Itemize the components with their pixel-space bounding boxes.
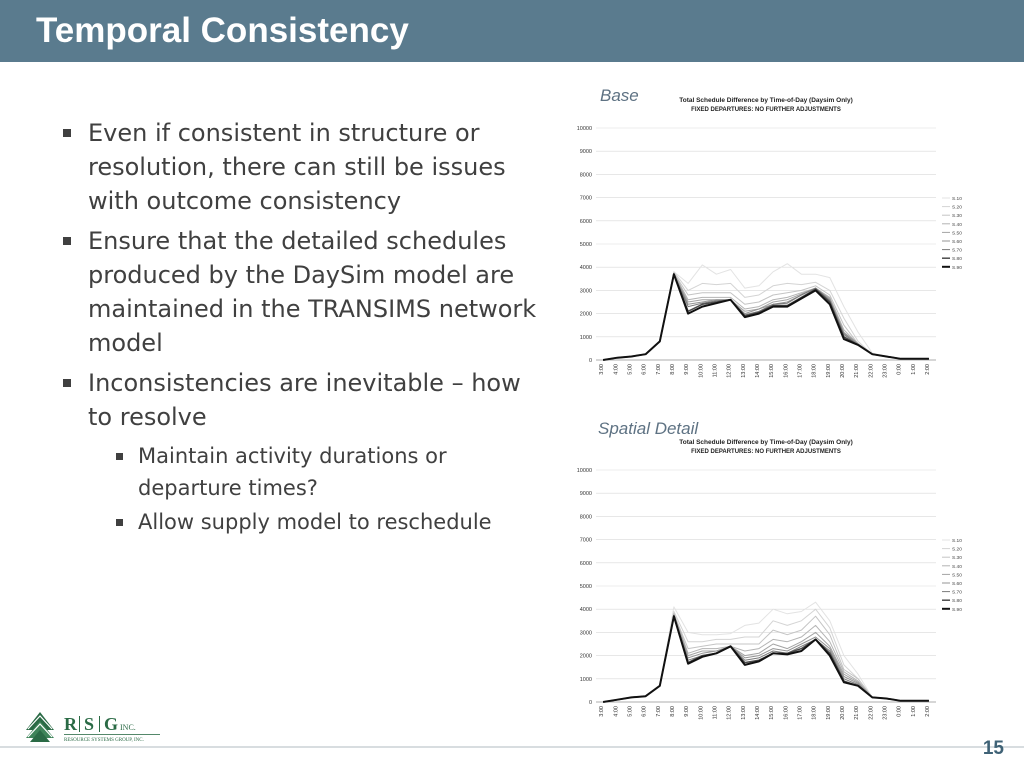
y-tick-label: 2000: [579, 311, 592, 318]
bullet-item: [60, 116, 550, 218]
x-tick-label: 6:00: [641, 364, 648, 375]
x-tick-label: 11:00: [712, 364, 719, 378]
series-line-S90: [603, 274, 929, 360]
y-tick-label: 6000: [579, 560, 592, 567]
logo-underline: [64, 734, 160, 735]
legend-label: S.70: [952, 590, 962, 596]
legend-label: S.10: [952, 197, 962, 202]
logo-letter-r: R: [64, 714, 77, 734]
x-tick-label: 5:00: [627, 706, 634, 717]
chart-spatial-detail: [560, 434, 960, 724]
logo-divider: [99, 716, 100, 732]
y-tick-label: 8000: [579, 514, 592, 521]
x-tick-label: 11:00: [712, 706, 719, 720]
x-tick-label: 23:00: [882, 364, 889, 378]
footer-divider: [0, 746, 1024, 748]
sub-bullet-text: Maintain activity durations or departure times?: [138, 444, 447, 500]
x-tick-label: 21:00: [854, 706, 861, 720]
legend-label: S.10: [952, 539, 962, 544]
x-tick-label: 4:00: [613, 364, 620, 375]
x-tick-label: 4:00: [613, 706, 620, 717]
legend-label: S.80: [952, 257, 962, 263]
x-tick-label: 5:00: [627, 364, 634, 375]
x-tick-label: 9:00: [684, 706, 691, 717]
bullet-text: Ensure that the detailed schedules produced by the DaySim model are maintained in the TRANSIMS network model: [88, 227, 537, 357]
square-bullet-icon: [63, 379, 71, 387]
y-tick-label: 6000: [579, 218, 592, 225]
legend-label: S.70: [952, 248, 962, 254]
bullet-text: Inconsistencies are inevitable – how to resolve: [88, 369, 521, 431]
x-tick-label: 19:00: [825, 706, 832, 720]
y-tick-label: 8000: [579, 172, 592, 179]
legend-label: S.40: [952, 564, 962, 570]
y-tick-label: 0: [588, 700, 592, 706]
legend-label: S.30: [952, 214, 962, 220]
legend-label: S.90: [952, 607, 962, 613]
x-tick-label: 8:00: [669, 706, 676, 717]
bullet-text: Even if consistent in structure or resolution, there can still be issues with outcome consistency: [88, 119, 506, 215]
x-tick-label: 10:00: [698, 706, 705, 720]
x-tick-label: 0:00: [896, 364, 903, 375]
square-bullet-icon: [63, 237, 71, 245]
legend-label: S.20: [952, 547, 962, 553]
chart-label-base: Base: [600, 86, 639, 105]
y-tick-label: 2000: [579, 653, 592, 660]
x-tick-label: 13:00: [740, 364, 747, 378]
y-tick-label: 4000: [579, 607, 592, 614]
series-line-S30: [603, 273, 929, 360]
sub-bullet-item: [60, 506, 550, 538]
series-line-S40: [603, 273, 929, 360]
x-tick-label: 23:00: [882, 706, 889, 720]
x-tick-label: 2:00: [924, 706, 931, 717]
x-tick-label: 1:00: [910, 706, 917, 717]
legend-label: S.20: [952, 205, 962, 211]
y-tick-label: 1000: [579, 334, 592, 341]
x-tick-label: 22:00: [868, 706, 875, 720]
bullet-item: [60, 366, 550, 434]
legend-label: S.60: [952, 240, 962, 245]
chart-title: Total Schedule Difference by Time-of-Day (Daysim Only): [679, 97, 853, 104]
square-bullet-icon: [116, 453, 123, 460]
series-line-S10: [603, 264, 929, 360]
x-tick-label: 21:00: [854, 364, 861, 378]
x-tick-label: 7:00: [655, 364, 662, 375]
logo-divider: [79, 716, 80, 732]
bullet-item: [60, 224, 550, 360]
x-tick-label: 10:00: [698, 364, 705, 378]
y-tick-label: 1000: [579, 676, 592, 683]
page-number: 15: [982, 738, 1004, 759]
slide-title: Temporal Consistency: [36, 11, 409, 50]
x-tick-label: 16:00: [783, 364, 790, 378]
x-tick-label: 0:00: [896, 706, 903, 717]
chart-subtitle: FIXED DEPARTURES: NO FURTHER ADJUSTMENTS: [691, 449, 841, 455]
x-tick-label: 6:00: [641, 706, 648, 717]
legend-label: S.30: [952, 556, 962, 562]
x-tick-label: 16:00: [783, 706, 790, 720]
x-tick-label: 14:00: [754, 364, 761, 378]
x-tick-label: 8:00: [669, 364, 676, 375]
y-tick-label: 7000: [579, 195, 592, 202]
x-tick-label: 7:00: [655, 706, 662, 717]
chart-title: Total Schedule Difference by Time-of-Day (Daysim Only): [679, 439, 853, 446]
legend-label: S.80: [952, 599, 962, 605]
x-tick-label: 12:00: [726, 706, 733, 720]
y-tick-label: 0: [588, 358, 592, 364]
logo-caption: RESOURCE SYSTEMS GROUP, INC.: [64, 738, 144, 743]
x-tick-label: 13:00: [740, 706, 747, 720]
y-tick-label: 10000: [576, 468, 592, 474]
series-line-S20: [603, 272, 929, 360]
logo-letter-g: G: [104, 714, 119, 734]
legend-label: S.60: [952, 582, 962, 587]
y-tick-label: 7000: [579, 537, 592, 544]
x-tick-label: 3:00: [599, 706, 606, 717]
legend-label: S.40: [952, 222, 962, 228]
x-tick-label: 22:00: [868, 364, 875, 378]
logo-suffix: INC.: [120, 723, 136, 732]
y-tick-label: 10000: [576, 126, 592, 132]
x-tick-label: 18:00: [811, 364, 818, 378]
x-tick-label: 18:00: [811, 706, 818, 720]
x-tick-label: 2:00: [924, 364, 931, 375]
y-tick-label: 3000: [579, 630, 592, 637]
x-tick-label: 20:00: [839, 706, 846, 720]
y-tick-label: 5000: [579, 584, 592, 590]
y-tick-label: 3000: [579, 288, 592, 295]
chart-base: [560, 92, 960, 382]
x-tick-label: 15:00: [769, 364, 776, 378]
legend-label: S.50: [952, 231, 962, 237]
square-bullet-icon: [116, 519, 123, 526]
legend-label: S.90: [952, 265, 962, 271]
y-tick-label: 9000: [579, 491, 592, 498]
x-tick-label: 17:00: [797, 706, 804, 720]
legend-label: S.50: [952, 573, 962, 579]
square-bullet-icon: [63, 129, 71, 137]
y-tick-label: 4000: [579, 265, 592, 272]
logo-letter-s: S: [84, 714, 95, 734]
y-tick-label: 9000: [579, 149, 592, 156]
chart-subtitle: FIXED DEPARTURES: NO FURTHER ADJUSTMENTS: [691, 107, 841, 113]
sub-bullet-item: [60, 440, 550, 504]
x-tick-label: 14:00: [754, 706, 761, 720]
x-tick-label: 15:00: [769, 706, 776, 720]
bullet-list: [60, 116, 550, 538]
rsg-logo: [24, 708, 164, 744]
x-tick-label: 1:00: [910, 364, 917, 375]
x-tick-label: 9:00: [684, 364, 691, 375]
x-tick-label: 17:00: [797, 364, 804, 378]
sub-bullet-text: Allow supply model to reschedule: [138, 510, 492, 534]
x-tick-label: 12:00: [726, 364, 733, 378]
x-tick-label: 20:00: [839, 364, 846, 378]
y-tick-label: 5000: [579, 242, 592, 248]
x-tick-label: 19:00: [825, 364, 832, 378]
mountain-logo-icon: [26, 712, 54, 742]
chart-label-spatial-detail: Spatial Detail: [598, 419, 699, 438]
x-tick-label: 3:00: [599, 364, 606, 375]
